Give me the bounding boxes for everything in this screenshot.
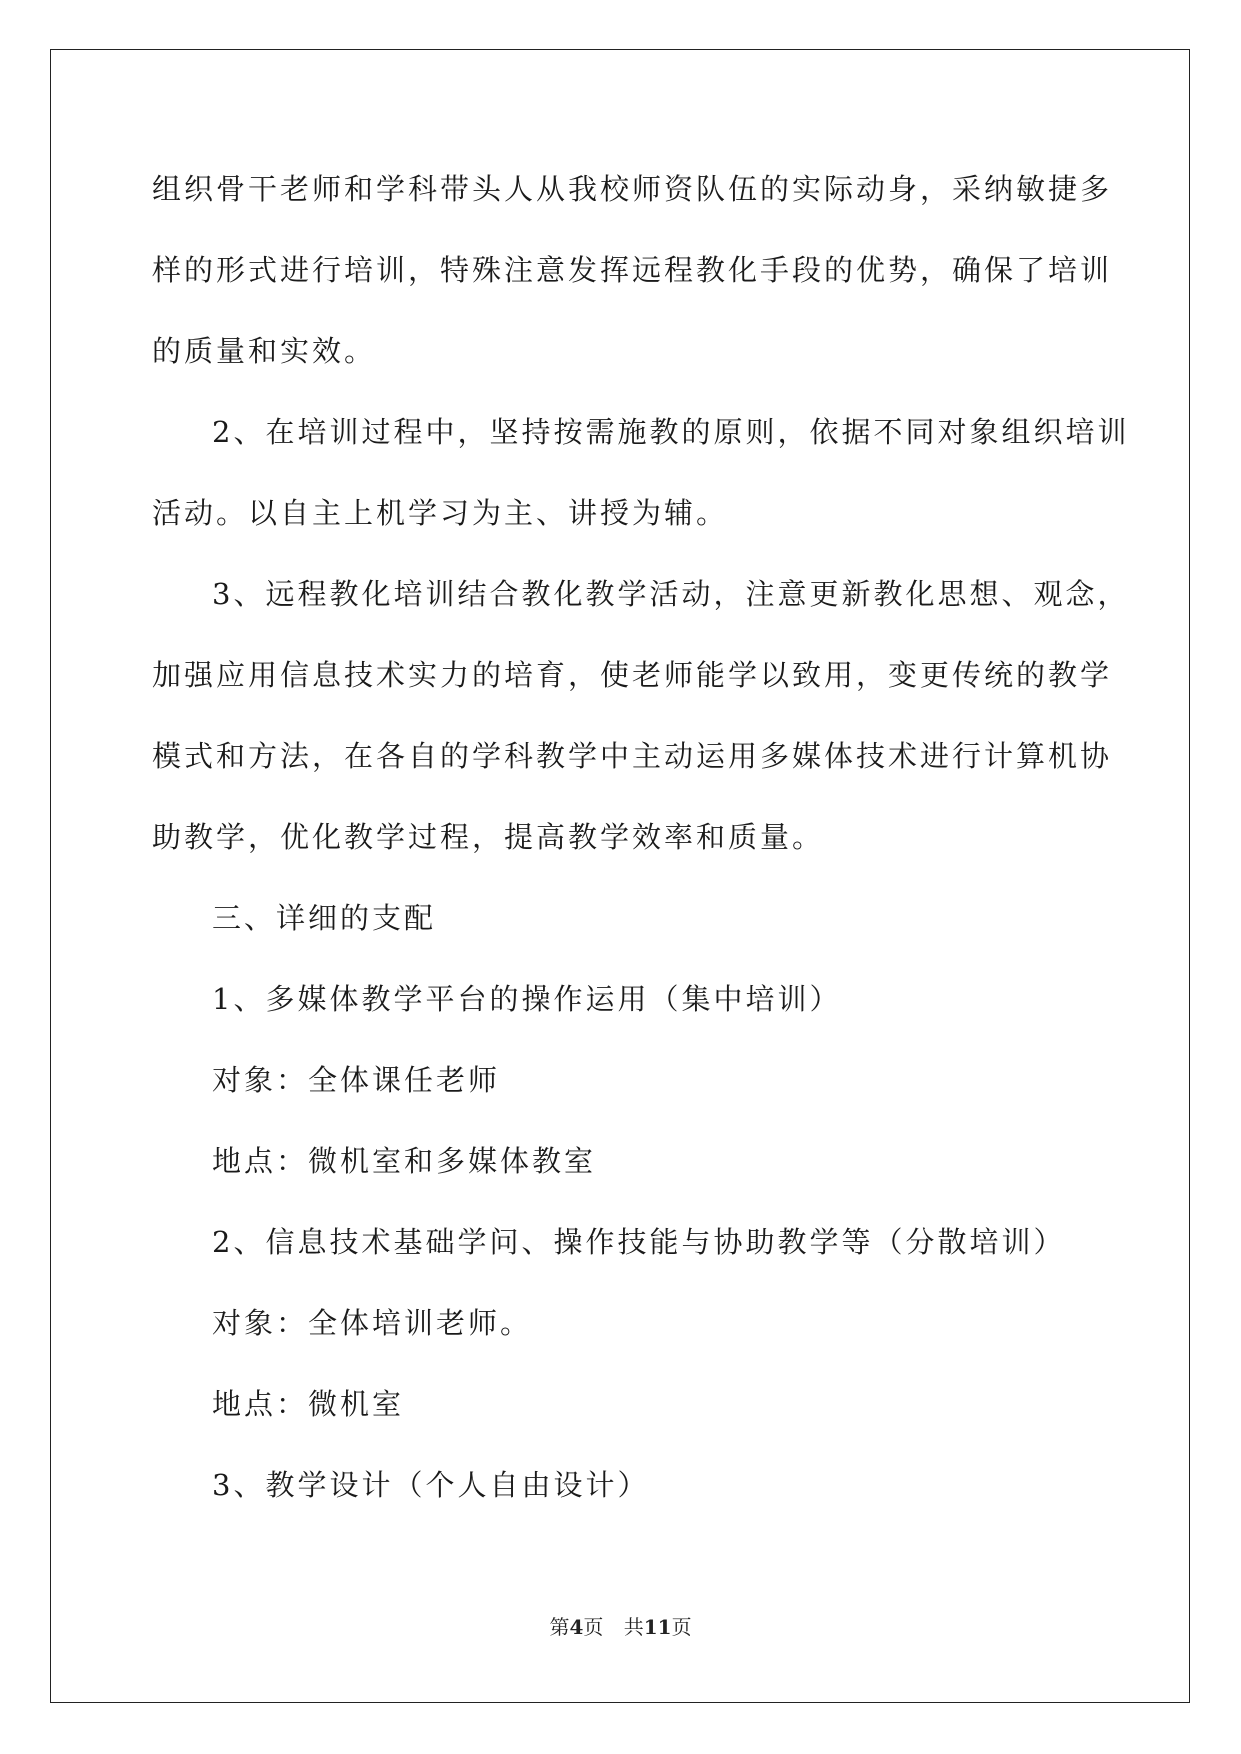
page-indicator: 第4页 <box>549 1615 604 1639</box>
body-line: 加强应用信息技术实力的培育，使老师能学以致用，变更传统的教学 <box>152 658 1113 692</box>
body-line: 3、远程教化培训结合教化教学活动，注意更新教化思想、观念， <box>212 577 1130 611</box>
body-line: 地点：微机室 <box>212 1387 405 1421</box>
total-pages-indicator: 共11页 <box>623 1615 692 1639</box>
body-line: 组织骨干老师和学科带头人从我校师资队伍的实际动身，采纳敏捷多 <box>152 172 1113 206</box>
body-line: 的质量和实效。 <box>152 334 377 368</box>
body-line: 活动。以自主上机学习为主、讲授为辅。 <box>152 496 729 530</box>
body-line: 1、多媒体教学平台的操作运用（集中培训） <box>212 982 842 1016</box>
page-footer <box>0 1611 1241 1640</box>
body-line: 3、教学设计（个人自由设计） <box>212 1468 650 1502</box>
body-line: 2、信息技术基础学问、操作技能与协助教学等（分散培训） <box>212 1225 1066 1259</box>
body-line: 2、在培训过程中，坚持按需施教的原则，依据不同对象组织培训 <box>212 415 1130 449</box>
body-line: 样的形式进行培训，特殊注意发挥远程教化手段的优势，确保了培训 <box>152 253 1113 287</box>
body-line: 地点：微机室和多媒体教室 <box>212 1144 597 1178</box>
section-heading: 三、详细的支配 <box>212 901 437 935</box>
body-line: 对象：全体课任老师 <box>212 1063 501 1097</box>
body-line: 对象：全体培训老师。 <box>212 1306 533 1340</box>
body-line: 模式和方法，在各自的学科教学中主动运用多媒体技术进行计算机协 <box>152 739 1113 773</box>
body-line: 助教学，优化教学过程，提高教学效率和质量。 <box>152 820 825 854</box>
